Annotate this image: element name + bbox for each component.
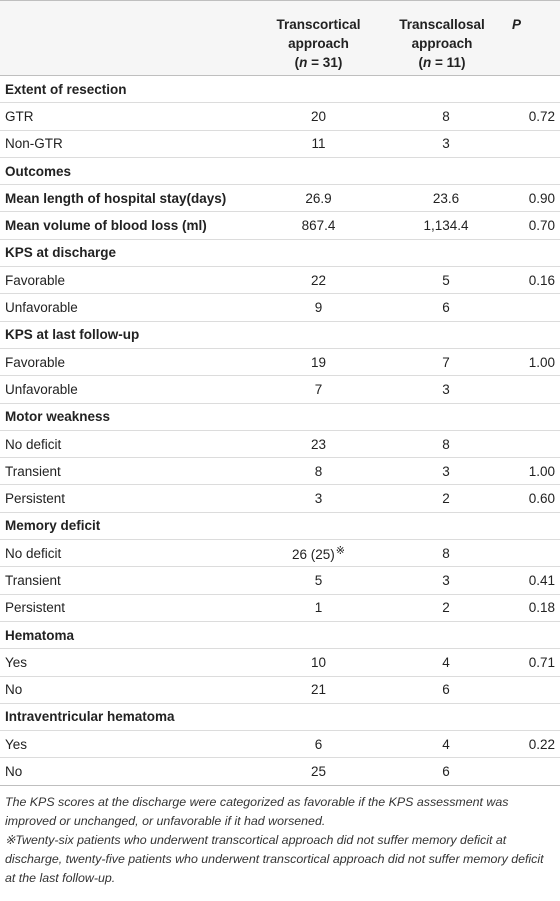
footnote-reference-mark: ※ — [335, 545, 345, 558]
p-value-text: 1.00 — [528, 463, 555, 479]
row-label-text: Motor weakness — [5, 409, 111, 425]
transcortical-value-text: 19 — [310, 354, 327, 370]
transcallosal-value-text: 3 — [442, 572, 450, 588]
row-label — [0, 430, 255, 457]
transcortical-value-text: 1 — [314, 600, 323, 616]
transcallosal-value-text: 8 — [442, 545, 450, 561]
table-footnotes — [0, 786, 560, 888]
transcortical-value — [255, 76, 382, 103]
transcortical-value — [255, 157, 382, 184]
transcortical-value — [255, 621, 382, 648]
row-label — [0, 703, 255, 730]
table-row — [0, 376, 560, 403]
section-row — [0, 157, 560, 184]
p-value — [502, 458, 560, 485]
table-row — [0, 130, 560, 157]
transcortical-value — [255, 458, 382, 485]
row-label-text: Transient — [5, 463, 61, 479]
table-body — [0, 76, 560, 786]
p-value — [502, 103, 560, 130]
transcortical-value-text: 8 — [314, 463, 323, 479]
transcallosal-value — [382, 157, 502, 184]
transcortical-value — [255, 130, 382, 157]
row-label — [0, 621, 255, 648]
row-label-text: Unfavorable — [5, 381, 78, 397]
transcortical-value-text: 9 — [314, 300, 323, 316]
p-value — [502, 512, 560, 539]
p-value — [502, 212, 560, 239]
transcallosal-value — [382, 567, 502, 594]
row-label — [0, 348, 255, 375]
row-label — [0, 212, 255, 239]
transcortical-value — [255, 185, 382, 212]
transcortical-value-text: 5 — [314, 572, 323, 588]
p-value-text: 0.41 — [528, 572, 555, 588]
transcallosal-value-text: 7 — [442, 354, 450, 370]
p-value — [502, 267, 560, 294]
p-value-text: 0.22 — [528, 736, 555, 752]
row-label — [0, 185, 255, 212]
header-transcortical-n: (n = 31) — [294, 55, 343, 70]
p-value — [502, 376, 560, 403]
row-label-text: Mean length of hospital stay(days) — [5, 190, 227, 206]
table-row — [0, 267, 560, 294]
transcallosal-value — [382, 676, 502, 703]
transcortical-value — [255, 403, 382, 430]
table-row — [0, 676, 560, 703]
row-label-text: Outcomes — [5, 163, 72, 179]
row-label-text: Transient — [5, 572, 61, 588]
header-transcortical-line1: Transcortical — [276, 17, 361, 32]
p-value — [502, 130, 560, 157]
row-label-text: GTR — [5, 108, 34, 124]
row-label-text: No deficit — [5, 545, 62, 561]
transcortical-value-text: 867.4 — [301, 218, 336, 234]
transcallosal-value-text: 6 — [442, 300, 450, 316]
row-label-text: Memory deficit — [5, 518, 101, 534]
transcallosal-value-text: 5 — [442, 272, 450, 288]
p-value — [502, 294, 560, 321]
table-row — [0, 212, 560, 239]
row-label — [0, 376, 255, 403]
transcallosal-value — [382, 185, 502, 212]
p-value — [502, 567, 560, 594]
table-row — [0, 348, 560, 375]
transcortical-value-text: 21 — [310, 682, 327, 698]
transcortical-value-text: 25 — [310, 764, 327, 780]
section-row — [0, 703, 560, 730]
table-header — [0, 1, 560, 76]
transcallosal-value-text: 2 — [442, 491, 450, 507]
row-label-text: Hematoma — [5, 627, 75, 643]
transcallosal-value — [382, 76, 502, 103]
footnote-memory — [5, 831, 555, 888]
p-value-text: 0.18 — [528, 600, 555, 616]
header-transcallosal-line2: approach — [411, 36, 473, 51]
transcortical-value — [255, 212, 382, 239]
transcortical-value — [255, 267, 382, 294]
header-transcortical-line2: approach — [288, 36, 349, 51]
p-value-text: 1.00 — [528, 354, 555, 370]
row-label — [0, 403, 255, 430]
transcallosal-value — [382, 376, 502, 403]
row-label-text: Yes — [5, 736, 28, 752]
transcallosal-value — [382, 703, 502, 730]
p-value — [502, 731, 560, 758]
row-label — [0, 649, 255, 676]
transcallosal-value — [382, 294, 502, 321]
section-row — [0, 403, 560, 430]
row-label-text: No — [5, 682, 23, 698]
transcortical-value — [255, 594, 382, 621]
row-label-text: KPS at discharge — [5, 245, 117, 261]
header-transcallosal-line1: Transcallosal — [399, 17, 485, 32]
row-label — [0, 676, 255, 703]
transcortical-value — [255, 512, 382, 539]
transcallosal-value — [382, 403, 502, 430]
section-row — [0, 621, 560, 648]
table-row — [0, 540, 560, 567]
transcortical-value — [255, 321, 382, 348]
row-label-text: Favorable — [5, 354, 66, 370]
transcallosal-value-text: 4 — [442, 736, 450, 752]
transcallosal-value-text: 2 — [442, 600, 450, 616]
transcortical-value — [255, 540, 382, 567]
transcallosal-value — [382, 512, 502, 539]
header-transcallosal — [382, 1, 502, 76]
transcortical-value — [255, 676, 382, 703]
section-row — [0, 76, 560, 103]
transcortical-value — [255, 567, 382, 594]
transcallosal-value — [382, 649, 502, 676]
transcortical-value — [255, 703, 382, 730]
transcortical-value — [255, 376, 382, 403]
header-row — [0, 1, 560, 76]
footnote-mark: ※ — [5, 832, 16, 847]
transcortical-value-text: 23 — [310, 436, 327, 452]
row-label-text: Intraventricular hematoma — [5, 709, 175, 725]
p-value — [502, 348, 560, 375]
transcallosal-value — [382, 348, 502, 375]
p-value — [502, 403, 560, 430]
header-p-value: P — [502, 1, 560, 76]
section-row — [0, 239, 560, 266]
p-value — [502, 321, 560, 348]
table-row — [0, 294, 560, 321]
transcallosal-value-text: 6 — [442, 764, 450, 780]
transcortical-value-text: 6 — [314, 736, 323, 752]
transcortical-value — [255, 758, 382, 785]
transcallosal-value-text: 8 — [442, 108, 450, 124]
row-label — [0, 567, 255, 594]
p-value — [502, 540, 560, 567]
row-label-text: KPS at last follow-up — [5, 327, 140, 343]
row-label — [0, 594, 255, 621]
p-value — [502, 621, 560, 648]
transcortical-value-text: 26.9 — [305, 190, 332, 206]
table-row — [0, 458, 560, 485]
footnote-memory-text: Twenty-six patients who underwent transcortical approach did not suffer memory deficit at discharge, twenty-five patients who underwent transcortical approach did not suffer memory deficit at the last follow-up. — [5, 832, 544, 885]
p-value — [502, 239, 560, 266]
p-value — [502, 157, 560, 184]
transcallosal-value — [382, 485, 502, 512]
p-value — [502, 76, 560, 103]
transcallosal-value — [382, 321, 502, 348]
transcallosal-value — [382, 540, 502, 567]
transcallosal-value — [382, 621, 502, 648]
section-row — [0, 512, 560, 539]
transcortical-value — [255, 731, 382, 758]
p-value-text: 0.72 — [528, 108, 555, 124]
row-label — [0, 758, 255, 785]
transcallosal-value-text: 23.6 — [432, 190, 460, 206]
transcortical-value-text: 20 — [310, 108, 327, 124]
p-value — [502, 703, 560, 730]
table-row — [0, 594, 560, 621]
transcortical-value-text: 3 — [314, 491, 323, 507]
transcallosal-value — [382, 458, 502, 485]
transcortical-value — [255, 294, 382, 321]
transcallosal-value — [382, 594, 502, 621]
row-label — [0, 512, 255, 539]
transcallosal-value-text: 4 — [442, 654, 450, 670]
transcallosal-value-text: 3 — [442, 381, 450, 397]
header-transcortical — [255, 1, 382, 76]
transcallosal-value-text: 8 — [442, 436, 450, 452]
row-label — [0, 294, 255, 321]
transcortical-value — [255, 485, 382, 512]
p-value — [502, 594, 560, 621]
footnote-kps: The KPS scores at the discharge were categorized as favorable if the KPS assessment was improved or unchanged, or unfavorable if it had worsened. — [5, 794, 509, 828]
row-label — [0, 76, 255, 103]
transcallosal-value-text: 3 — [442, 463, 450, 479]
transcortical-value-text: 11 — [311, 136, 326, 152]
transcallosal-value — [382, 267, 502, 294]
p-value — [502, 758, 560, 785]
transcortical-value-text: 22 — [310, 272, 327, 288]
row-label-text: Mean volume of blood loss (ml) — [5, 218, 207, 234]
table-row — [0, 430, 560, 457]
p-value — [502, 430, 560, 457]
p-value-text: 0.70 — [528, 218, 555, 234]
row-label-text: Yes — [5, 654, 28, 670]
row-label-text: Non-GTR — [5, 136, 63, 152]
p-value-text: 0.90 — [528, 190, 555, 206]
row-label — [0, 540, 255, 567]
transcallosal-value — [382, 430, 502, 457]
row-label-text: Favorable — [5, 272, 66, 288]
row-label-text: No — [5, 764, 23, 780]
section-row — [0, 321, 560, 348]
p-value-text: 0.16 — [528, 272, 555, 288]
transcallosal-value — [382, 212, 502, 239]
row-label — [0, 485, 255, 512]
row-label — [0, 239, 255, 266]
p-value — [502, 485, 560, 512]
transcortical-value — [255, 649, 382, 676]
p-value-text: 0.60 — [528, 491, 555, 507]
header-transcallosal-n: (n = 11) — [418, 55, 466, 70]
table-row — [0, 185, 560, 212]
transcallosal-value — [382, 731, 502, 758]
row-label — [0, 130, 255, 157]
p-value — [502, 676, 560, 703]
p-value — [502, 649, 560, 676]
transcortical-value-text: 10 — [310, 654, 327, 670]
table-row — [0, 485, 560, 512]
transcallosal-value — [382, 758, 502, 785]
row-label — [0, 458, 255, 485]
row-label — [0, 267, 255, 294]
p-value-text: 0.71 — [528, 654, 555, 670]
transcallosal-value — [382, 103, 502, 130]
table-row — [0, 649, 560, 676]
row-label-text: No deficit — [5, 436, 62, 452]
transcallosal-value-text: 1,134.4 — [423, 218, 469, 234]
transcortical-value — [255, 348, 382, 375]
transcallosal-value — [382, 130, 502, 157]
transcallosal-value — [382, 239, 502, 266]
row-label-text: Persistent — [5, 600, 66, 616]
transcortical-value — [255, 103, 382, 130]
table-row — [0, 103, 560, 130]
transcortical-value-text: 7 — [314, 381, 323, 397]
row-label-text: Extent of resection — [5, 81, 127, 97]
transcallosal-value-text: 3 — [442, 136, 450, 152]
row-label-text: Unfavorable — [5, 300, 78, 316]
row-label — [0, 157, 255, 184]
row-label — [0, 103, 255, 130]
row-label-text: Persistent — [5, 491, 66, 507]
table-row — [0, 758, 560, 785]
row-label — [0, 321, 255, 348]
header-label-cell — [0, 1, 255, 76]
table-row — [0, 567, 560, 594]
p-value — [502, 185, 560, 212]
table-row — [0, 731, 560, 758]
transcallosal-value-text: 6 — [442, 682, 450, 698]
transcortical-value-text: 26 (25) — [292, 547, 335, 563]
transcortical-value — [255, 239, 382, 266]
transcortical-value — [255, 430, 382, 457]
row-label — [0, 731, 255, 758]
